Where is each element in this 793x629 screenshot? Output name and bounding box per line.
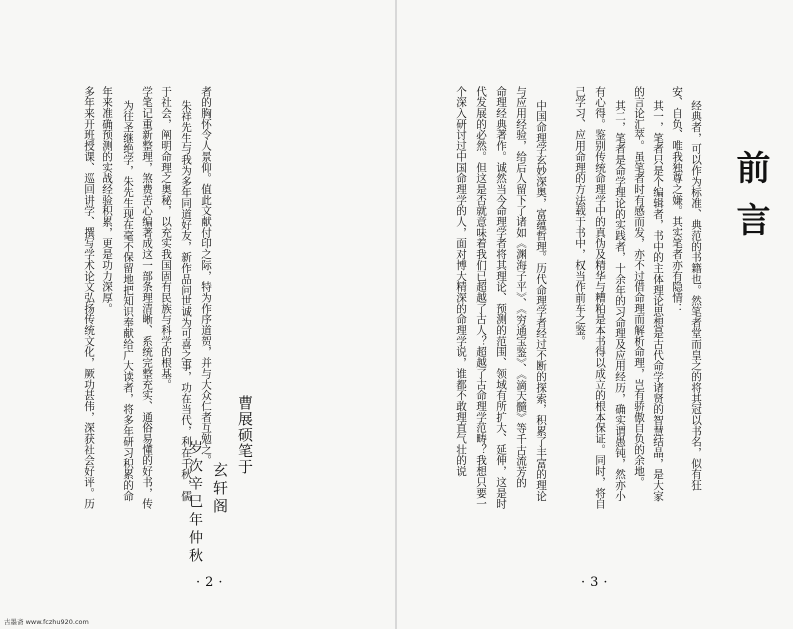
text-column: 与应用经验，给后人留下了诸如《渊海子平》、《穷通宝鉴》、《滴天髓》等千古流芳的 bbox=[515, 86, 527, 488]
signature-place: 玄轩阁 bbox=[211, 462, 229, 516]
signature-date: 岁次辛巳年仲秋 bbox=[187, 440, 203, 566]
text-column: 于社会，阐明命理之奥秘，以充实我国固有民族与科学的根基。 bbox=[160, 86, 172, 390]
text-column: 朱祥先生与我为多年同道好友，新作品问世诚为可喜之事，功在当代，利在千秋，儒 bbox=[180, 100, 192, 502]
text-column: 经典者，可以作为标准、典范的书籍也。然笔者堂而皇之的将其冠以书名，似有狂 bbox=[690, 100, 702, 491]
left-page bbox=[0, 0, 396, 629]
page-number-right: ·3· bbox=[581, 575, 613, 590]
site-footer-watermark: 古墨斋 www.fczhu920.com bbox=[4, 618, 89, 626]
text-column: 学笔记重新整理，煞费苦心编著成这一部条理清晰、系统完整充实、通俗易懂的好书，传 bbox=[141, 86, 153, 510]
text-column: 有心得。鉴别传统命理学中的真伪及精华与糟粕是本书得以成立的根本保证。同时，将自 bbox=[594, 86, 606, 510]
text-column: 年来准确预测的实战经验积累，更是功力深厚。 bbox=[101, 86, 113, 314]
text-column: 其一，笔者只是个编辑者，书中的主体理论思想是古代命学诸贤的智慧结晶，是大家 bbox=[652, 100, 664, 502]
text-column: 个深入研讨过中国命理学的人，面对博大精深的命理学说，谁都不敢理直气壮的说 bbox=[455, 86, 467, 477]
signature-name: 曹展硕笔于 bbox=[236, 395, 254, 475]
text-column: 代发展的必然。但这是否就意味着我们已超越了古人？超越了古命理学范畴？我想只要一 bbox=[475, 86, 487, 510]
right-page bbox=[397, 0, 793, 629]
text-column: 为往圣继绝学，朱先生现在毫不保留地把知识奉献给广大读者，将多年研习积累的命 bbox=[122, 100, 134, 502]
text-column: 的言论汇萃。虽笔者时有感而发，亦不过借命理而解析命理，岂有骄傲自负的余地。 bbox=[633, 86, 645, 488]
page-number-left: ·2· bbox=[196, 575, 228, 590]
preface-title: 前言 bbox=[730, 150, 770, 254]
text-column: 安、自负、唯我独尊之嫌。其实笔者亦有隐情： bbox=[671, 86, 683, 314]
text-column: 己学习、应用命理的方法载于书中，权当作前车之鉴。 bbox=[574, 86, 586, 347]
text-column: 者的胸怀令人景仰。值此文献付印之际，特为作序道贺，并与大众仁者互勉之。 bbox=[200, 86, 212, 466]
text-column: 中国命理学玄妙深奥，富蕴哲理。历代命理学者经过不断的探索，积累了丰富的理论 bbox=[535, 100, 547, 502]
text-column: 其二，笔者是命学理论的实践者，十余年的习命理及应用经历，确实谓愚钝，然亦小 bbox=[614, 100, 626, 502]
text-column: 命理经典著作。诚然当今命理学者将其理论、预测的范围、领域有所扩大、延伸，这是时 bbox=[495, 86, 507, 510]
text-column: 多年来开班授课、巡回讲学、撰写学术论文弘扬传统文化，厥功甚伟，深获社会好评。历 bbox=[83, 86, 95, 510]
